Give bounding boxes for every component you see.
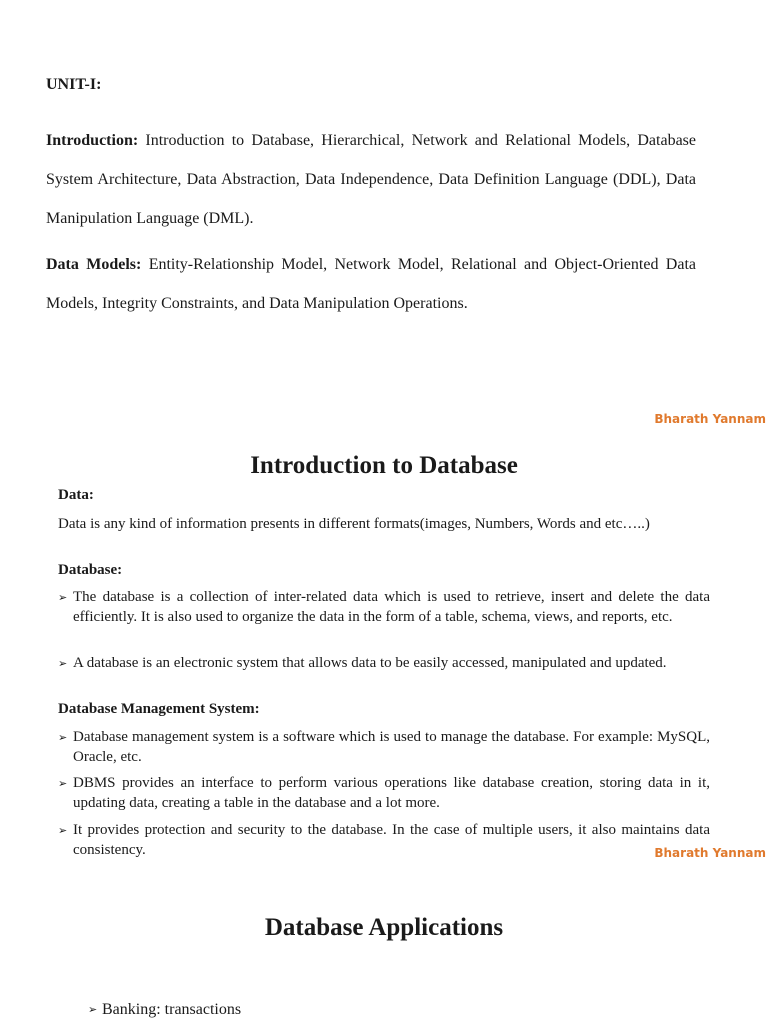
database-bullet-2 (58, 654, 710, 674)
dbms-bullet-1 (58, 728, 710, 767)
dbms-bullet-2 (58, 774, 710, 813)
slide-title-introduction: Introduction to Database (250, 452, 518, 479)
data-models-text: Entity-Relationship Model, Network Model, Relational and Object-Oriented Data Models, Integrity Constraints, and Data Manipulation Operations. (46, 256, 697, 312)
arrow-bullet-icon: ➢ (58, 824, 68, 837)
introduction-paragraph (46, 121, 696, 238)
data-models-label: Data Models: (46, 256, 142, 273)
introduction-label: Introduction: (46, 132, 139, 149)
bullet-text: Banking: transactions (102, 1001, 242, 1018)
database-bullet-1 (58, 588, 710, 627)
bullet-text: Database management system is a software which is used to manage the database. For example: MySQL, Oracle, etc. (73, 729, 710, 765)
introduction-text: Introduction to Database, Hierarchical, Network and Relational Models, Database System Architecture, Data Abstraction, Data Independence, Data Definition Language (DDL), Data Manipulation Language (DML). (46, 132, 696, 227)
bullet-text: It provides protection and security to the database. In the case of multiple users, it also maintains data consistency. (73, 822, 710, 858)
data-models-paragraph (46, 245, 696, 323)
arrow-bullet-icon: ➢ (58, 731, 68, 744)
author-watermark: Bharath Yannam (654, 412, 766, 426)
bullet-text: The database is a collection of inter-related data which is used to retrieve, insert and delete the data efficiently. It is also used to organize the data in the form of a table, schema, views, and reports, etc. (73, 589, 710, 625)
slide-title-applications: Database Applications (264, 914, 504, 941)
application-bullet-1 (88, 1001, 241, 1019)
arrow-bullet-icon: ➢ (58, 777, 68, 790)
author-watermark: Bharath Yannam (654, 846, 766, 860)
arrow-bullet-icon: ➢ (58, 657, 68, 670)
dbms-bullet-3 (58, 821, 710, 860)
database-heading: Database: (58, 562, 123, 578)
arrow-bullet-icon: ➢ (88, 1003, 98, 1016)
unit-heading: UNIT-I: (46, 76, 102, 93)
bullet-text: A database is an electronic system that allows data to be easily accessed, manipulated and updated. (73, 655, 667, 671)
data-heading: Data: (58, 487, 94, 503)
data-definition: Data is any kind of information presents in different formats(images, Numbers, Words and etc…..) (58, 516, 650, 532)
bullet-text: DBMS provides an interface to perform various operations like database creation, storing data in it, updating data, creating a table in the database and a lot more. (73, 775, 710, 811)
arrow-bullet-icon: ➢ (58, 591, 68, 604)
dbms-heading: Database Management System: (58, 701, 260, 717)
